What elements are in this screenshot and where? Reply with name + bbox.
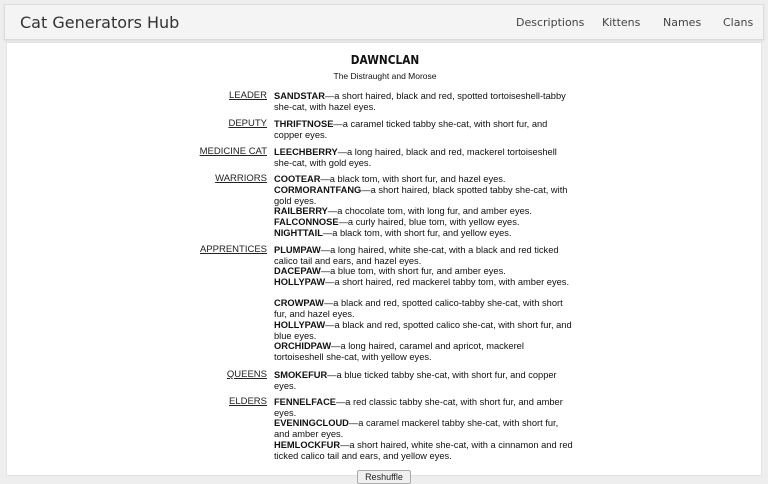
rank-label-medicine-cat[interactable]: MEDICINE CAT xyxy=(199,146,267,157)
cat-name: LEECHBERRY xyxy=(274,147,338,157)
cat-name: ORCHIDPAW xyxy=(274,341,332,351)
cat-name: CORMORANTFANG xyxy=(274,185,362,195)
cat-description: —a long haired, white she-cat, with a black and red ticked calico tail and ears, and hazel eyes. xyxy=(274,245,559,266)
rank-label-deputy[interactable]: DEPUTY xyxy=(228,118,267,129)
cat-name: SANDSTAR xyxy=(274,91,325,101)
nav-link-descriptions[interactable]: Descriptions xyxy=(516,16,585,29)
cat-description: —a long haired, caramel and apricot, mackerel tortoiseshell she-cat, with yellow eyes. xyxy=(274,341,524,362)
rank-label-elders[interactable]: ELDERS xyxy=(228,396,267,407)
cat-name: COOTEAR xyxy=(274,174,321,184)
nav-link-clans[interactable]: Clans xyxy=(723,16,754,29)
cat-entry xyxy=(274,418,574,439)
clan-subtitle: The Distraught and Morose xyxy=(333,71,437,81)
cat-description: —a black and red, spotted calico she-cat, with short fur, and blue eyes. xyxy=(274,320,572,341)
cat-entry xyxy=(274,174,574,185)
cat-name: CROWPAW xyxy=(274,298,324,308)
cat-entry xyxy=(274,185,574,206)
cat-entry xyxy=(274,147,574,168)
cat-name: RAILBERRY xyxy=(274,206,328,216)
cat-description: —a short haired, black and red, spotted tortoiseshell-tabby she-cat, with hazel eyes. xyxy=(274,91,566,112)
rank-label-leader[interactable]: LEADER xyxy=(228,90,267,101)
cat-description: —a black tom, with short fur, and yellow eyes. xyxy=(322,228,512,238)
nav-link-kittens[interactable]: Kittens xyxy=(602,16,641,29)
cat-description: —a long haired, black and red, mackerel tortoiseshell she-cat, with gold eyes. xyxy=(274,147,557,168)
cat-description: —a caramel mackerel tabby she-cat, with short fur, and amber eyes. xyxy=(274,418,559,439)
cat-description: —a black tom, with short fur, and hazel eyes. xyxy=(320,174,506,184)
cat-entry xyxy=(274,206,574,217)
cat-name: FALCONNOSE xyxy=(274,217,339,227)
clan-panel xyxy=(6,42,762,482)
cat-description: —a chocolate tom, with long fur, and amber eyes. xyxy=(327,206,533,216)
cat-description: —a red classic tabby she-cat, with short fur, and amber eyes. xyxy=(274,397,563,418)
cat-description: —a short haired, white she-cat, with a cinnamon and red ticked calico tail and ears, and yellow eyes. xyxy=(274,440,573,461)
cat-entry xyxy=(274,119,574,140)
cat-entry xyxy=(274,397,574,418)
brand-title[interactable]: Cat Generators Hub xyxy=(20,13,180,32)
cat-name: HOLLYPAW xyxy=(274,277,326,287)
cat-entry xyxy=(274,228,574,239)
rank-label-apprentices[interactable]: APPRENTICES xyxy=(199,244,267,255)
cat-entry xyxy=(274,266,574,277)
cat-entry xyxy=(274,245,574,266)
cat-description: —a curly haired, blue tom, with yellow eyes. xyxy=(338,217,520,227)
cat-description: —a black and red, spotted calico-tabby she-cat, with short fur, and hazel eyes. xyxy=(274,298,563,319)
cat-description: —a blue ticked tabby she-cat, with short fur, and copper eyes. xyxy=(274,370,557,391)
cat-entry xyxy=(274,370,574,391)
cat-name: DACEPAW xyxy=(274,266,321,276)
cat-description: —a short haired, red mackerel tabby tom, with amber eyes. xyxy=(325,277,570,287)
cat-entry xyxy=(274,320,574,341)
cat-name: THRIFTNOSE xyxy=(274,119,334,129)
rank-label-warriors[interactable]: WARRIORS xyxy=(215,173,267,184)
cat-name: HEMLOCKFUR xyxy=(274,440,341,450)
cat-description: —a blue tom, with short fur, and amber eyes. xyxy=(320,266,506,276)
cat-name: PLUMPAW xyxy=(274,245,321,255)
nav-link-names[interactable]: Names xyxy=(663,16,702,29)
cat-name: SMOKEFUR xyxy=(274,370,328,380)
cat-name: HOLLYPAW xyxy=(274,320,326,330)
cat-description: —a caramel ticked tabby she-cat, with short fur, and copper eyes. xyxy=(274,119,548,140)
cat-entry xyxy=(274,217,574,228)
cat-name: FENNELFACE xyxy=(274,397,336,407)
cat-entry xyxy=(274,440,574,461)
cat-description: —a short haired, black spotted tabby she-cat, with gold eyes. xyxy=(274,185,568,206)
cat-entry xyxy=(274,341,574,362)
cat-name: EVENINGCLOUD xyxy=(274,418,349,428)
clan-name: DAWNCLAN xyxy=(350,53,420,67)
cat-entry xyxy=(274,91,574,112)
cat-entry xyxy=(274,277,574,288)
cat-name: NIGHTTAIL xyxy=(274,228,323,238)
top-navbar xyxy=(4,4,764,40)
reshuffle-button[interactable]: Reshuffle xyxy=(357,470,411,484)
cat-entry xyxy=(274,298,574,319)
rank-label-queens[interactable]: QUEENS xyxy=(226,369,267,380)
